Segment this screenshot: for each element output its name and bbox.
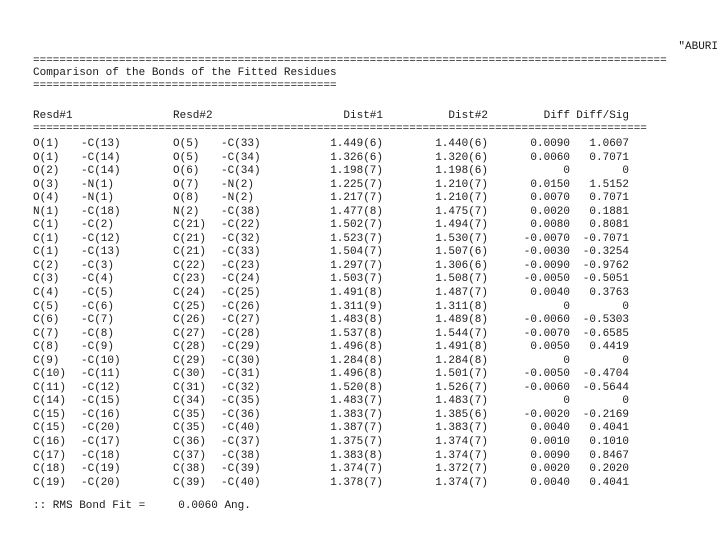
cell-atom2: C(21) bbox=[173, 219, 207, 232]
cell-bond1: -C(13) bbox=[81, 138, 121, 150]
cell-diff: 0.0020 bbox=[530, 463, 570, 476]
cell-dist2: 1.210(7) bbox=[435, 192, 488, 205]
col-header-dist2: Dist#2 bbox=[448, 110, 488, 122]
cell-dist2: 1.489(8) bbox=[435, 314, 488, 327]
table-row bbox=[33, 436, 633, 450]
cell-bond1: -C(18) bbox=[81, 449, 121, 462]
cell-dist1: 1.496(8) bbox=[330, 368, 383, 381]
cell-diff-sig: 0 bbox=[622, 354, 629, 367]
cell-dist2: 1.374(7) bbox=[435, 449, 488, 462]
col-header-resd1: Resd#1 bbox=[33, 110, 73, 122]
cell-diff-sig: -0.5303 bbox=[582, 314, 629, 327]
cell-bond2: -C(35) bbox=[221, 395, 261, 408]
cell-dist2: 1.385(6) bbox=[435, 408, 488, 421]
cell-diff-sig: 1.5152 bbox=[589, 178, 629, 191]
cell-dist2: 1.526(7) bbox=[435, 381, 488, 394]
report-header-tag: "ABURI bbox=[678, 41, 718, 53]
cell-diff: 0 bbox=[563, 354, 570, 367]
cell-dist2: 1.198(6) bbox=[435, 165, 488, 178]
cell-bond1: -C(4) bbox=[81, 273, 115, 286]
table-row bbox=[33, 450, 633, 464]
cell-dist1: 1.504(7) bbox=[330, 246, 383, 259]
cell-atom2: C(35) bbox=[173, 408, 207, 421]
cell-atom1: O(3) bbox=[33, 178, 60, 191]
cell-bond1: -N(1) bbox=[81, 178, 115, 191]
cell-diff: -0.0090 bbox=[523, 259, 570, 272]
cell-atom2: C(27) bbox=[173, 327, 207, 340]
cell-bond2: -C(36) bbox=[221, 408, 261, 421]
cell-diff: 0.0090 bbox=[530, 138, 570, 150]
cell-dist1: 1.284(8) bbox=[330, 354, 383, 367]
cell-bond2: -C(40) bbox=[221, 476, 261, 489]
cell-bond1: -C(12) bbox=[81, 381, 121, 394]
cell-dist1: 1.483(7) bbox=[330, 395, 383, 408]
cell-atom1: C(1) bbox=[33, 246, 60, 259]
cell-atom2: O(5) bbox=[173, 138, 200, 150]
table-row bbox=[33, 395, 633, 409]
cell-atom2: O(7) bbox=[173, 178, 200, 191]
cell-dist1: 1.477(8) bbox=[330, 205, 383, 218]
cell-diff-sig: 0.8467 bbox=[589, 449, 629, 462]
cell-diff-sig: 0.1881 bbox=[589, 205, 629, 218]
cell-diff-sig: 1.0607 bbox=[589, 138, 629, 150]
cell-bond1: -C(14) bbox=[81, 151, 121, 164]
cell-bond1: -C(11) bbox=[81, 368, 121, 381]
cell-diff-sig: 0.7071 bbox=[589, 192, 629, 205]
cell-atom2: C(36) bbox=[173, 436, 207, 449]
cell-diff-sig: -0.5051 bbox=[582, 273, 629, 286]
cell-atom2: C(31) bbox=[173, 381, 207, 394]
cell-dist1: 1.225(7) bbox=[330, 178, 383, 191]
cell-bond2: -C(23) bbox=[221, 259, 261, 272]
cell-dist1: 1.496(8) bbox=[330, 341, 383, 354]
cell-atom1: O(1) bbox=[33, 151, 60, 164]
cell-dist1: 1.483(8) bbox=[330, 314, 383, 327]
cell-diff: 0.0040 bbox=[530, 422, 570, 435]
cell-bond2: -C(29) bbox=[221, 341, 261, 354]
cell-atom2: C(28) bbox=[173, 341, 207, 354]
cell-bond2: -C(32) bbox=[221, 232, 261, 245]
table-row bbox=[33, 328, 633, 342]
cell-diff: 0 bbox=[563, 300, 570, 313]
cell-atom2: O(8) bbox=[173, 192, 200, 205]
cell-dist2: 1.475(7) bbox=[435, 205, 488, 218]
cell-bond1: -C(10) bbox=[81, 354, 121, 367]
top-divider: ================================================================================================ bbox=[33, 55, 667, 67]
cell-diff-sig: -0.3254 bbox=[582, 246, 629, 259]
table-row bbox=[33, 246, 633, 260]
cell-bond2: -C(34) bbox=[221, 151, 261, 164]
cell-bond2: -C(38) bbox=[221, 449, 261, 462]
cell-bond2: -N(2) bbox=[221, 192, 255, 205]
cell-atom1: C(10) bbox=[33, 368, 67, 381]
table-row bbox=[33, 409, 633, 423]
cell-bond1: -C(13) bbox=[81, 246, 121, 259]
cell-dist2: 1.487(7) bbox=[435, 287, 488, 300]
table-row bbox=[33, 301, 633, 315]
cell-atom1: C(9) bbox=[33, 354, 60, 367]
rms-label: :: RMS Bond Fit = bbox=[33, 500, 146, 512]
table-row bbox=[33, 152, 633, 166]
cell-bond2: -C(37) bbox=[221, 436, 261, 449]
cell-bond1: -C(14) bbox=[81, 165, 121, 178]
cell-atom2: C(38) bbox=[173, 463, 207, 476]
cell-atom1: C(7) bbox=[33, 327, 60, 340]
cell-diff: -0.0020 bbox=[523, 408, 570, 421]
cell-dist1: 1.523(7) bbox=[330, 232, 383, 245]
table-row bbox=[33, 206, 633, 220]
cell-bond1: -C(15) bbox=[81, 395, 121, 408]
cell-diff: 0.0050 bbox=[530, 341, 570, 354]
cell-atom1: C(5) bbox=[33, 300, 60, 313]
cell-diff-sig: -0.6585 bbox=[582, 327, 629, 340]
cell-bond1: -C(18) bbox=[81, 205, 121, 218]
cell-atom2: C(39) bbox=[173, 476, 207, 489]
table-row bbox=[33, 314, 633, 328]
cell-dist1: 1.326(6) bbox=[330, 151, 383, 164]
cell-dist2: 1.306(6) bbox=[435, 259, 488, 272]
cell-bond2: -C(40) bbox=[221, 422, 261, 435]
cell-bond1: -C(7) bbox=[81, 314, 115, 327]
cell-diff-sig: 0.2020 bbox=[589, 463, 629, 476]
cell-dist1: 1.383(7) bbox=[330, 408, 383, 421]
cell-dist1: 1.374(7) bbox=[330, 463, 383, 476]
cell-diff: 0.0090 bbox=[530, 449, 570, 462]
table-row bbox=[33, 287, 633, 301]
cell-diff: 0 bbox=[563, 395, 570, 408]
cell-dist2: 1.374(7) bbox=[435, 436, 488, 449]
cell-dist2: 1.507(6) bbox=[435, 246, 488, 259]
cell-bond1: -C(19) bbox=[81, 463, 121, 476]
cell-bond2: -C(28) bbox=[221, 327, 261, 340]
cell-atom1: C(4) bbox=[33, 287, 60, 300]
cell-atom1: O(2) bbox=[33, 165, 60, 178]
cell-diff: 0.0040 bbox=[530, 476, 570, 489]
cell-atom2: C(24) bbox=[173, 287, 207, 300]
cell-bond2: -N(2) bbox=[221, 178, 255, 191]
cell-diff-sig: 0.4041 bbox=[589, 422, 629, 435]
cell-diff-sig: 0.4041 bbox=[589, 476, 629, 489]
table-row bbox=[33, 273, 633, 287]
cell-atom1: N(1) bbox=[33, 205, 60, 218]
cell-diff: -0.0030 bbox=[523, 246, 570, 259]
cell-dist2: 1.210(7) bbox=[435, 178, 488, 191]
cell-atom2: C(21) bbox=[173, 232, 207, 245]
cell-diff-sig: 0.4419 bbox=[589, 341, 629, 354]
cell-atom1: O(4) bbox=[33, 192, 60, 205]
cell-dist1: 1.375(7) bbox=[330, 436, 383, 449]
cell-atom2: O(5) bbox=[173, 151, 200, 164]
cell-bond2: -C(33) bbox=[221, 246, 261, 259]
cell-bond2: -C(39) bbox=[221, 463, 261, 476]
bond-table-body bbox=[33, 138, 633, 490]
table-row bbox=[33, 477, 633, 491]
cell-diff: 0 bbox=[563, 165, 570, 178]
report-title: Comparison of the Bonds of the Fitted Residues bbox=[33, 67, 337, 79]
cell-atom1: C(16) bbox=[33, 436, 67, 449]
cell-bond2: -C(24) bbox=[221, 273, 261, 286]
header-divider: ============================================================================================= bbox=[33, 123, 647, 135]
table-row bbox=[33, 341, 633, 355]
cell-bond2: -C(26) bbox=[221, 300, 261, 313]
cell-dist2: 1.491(8) bbox=[435, 341, 488, 354]
cell-diff-sig: -0.7071 bbox=[582, 232, 629, 245]
cell-atom1: C(17) bbox=[33, 449, 67, 462]
cell-atom1: C(2) bbox=[33, 259, 60, 272]
cell-diff: -0.0050 bbox=[523, 273, 570, 286]
cell-dist2: 1.383(7) bbox=[435, 422, 488, 435]
cell-atom1: C(15) bbox=[33, 408, 67, 421]
title-underline: ============================================== bbox=[33, 80, 337, 92]
cell-bond2: -C(32) bbox=[221, 381, 261, 394]
table-row bbox=[33, 192, 633, 206]
cell-dist1: 1.378(7) bbox=[330, 476, 383, 489]
cell-dist1: 1.520(8) bbox=[330, 381, 383, 394]
cell-atom2: C(37) bbox=[173, 449, 207, 462]
cell-bond2: -C(31) bbox=[221, 368, 261, 381]
cell-bond1: -C(17) bbox=[81, 436, 121, 449]
cell-diff: 0.0150 bbox=[530, 178, 570, 191]
column-headers bbox=[33, 110, 633, 123]
cell-dist2: 1.508(7) bbox=[435, 273, 488, 286]
cell-bond1: -C(9) bbox=[81, 341, 115, 354]
cell-bond1: -C(5) bbox=[81, 287, 115, 300]
cell-atom1: C(19) bbox=[33, 476, 67, 489]
cell-dist1: 1.311(9) bbox=[330, 300, 383, 313]
cell-bond2: -C(38) bbox=[221, 205, 261, 218]
col-header-diff: Diff bbox=[543, 110, 570, 122]
table-row bbox=[33, 138, 633, 152]
cell-bond1: -C(6) bbox=[81, 300, 115, 313]
col-header-resd2: Resd#2 bbox=[173, 110, 213, 122]
cell-diff: 0.0080 bbox=[530, 219, 570, 232]
cell-atom2: C(35) bbox=[173, 422, 207, 435]
cell-dist2: 1.311(8) bbox=[435, 300, 488, 313]
cell-bond1: -C(2) bbox=[81, 219, 115, 232]
cell-atom1: O(1) bbox=[33, 138, 60, 150]
cell-atom1: C(18) bbox=[33, 463, 67, 476]
table-row bbox=[33, 355, 633, 369]
cell-dist1: 1.383(8) bbox=[330, 449, 383, 462]
cell-bond1: -C(16) bbox=[81, 408, 121, 421]
rms-value: 0.0060 Ang. bbox=[178, 500, 251, 512]
cell-atom2: C(23) bbox=[173, 273, 207, 286]
cell-bond1: -C(20) bbox=[81, 476, 121, 489]
cell-atom1: C(3) bbox=[33, 273, 60, 286]
cell-diff: -0.0070 bbox=[523, 327, 570, 340]
rms-bond-fit bbox=[33, 500, 251, 513]
cell-dist2: 1.494(7) bbox=[435, 219, 488, 232]
cell-atom2: C(26) bbox=[173, 314, 207, 327]
cell-dist1: 1.217(7) bbox=[330, 192, 383, 205]
cell-dist1: 1.491(8) bbox=[330, 287, 383, 300]
cell-diff-sig: 0.7071 bbox=[589, 151, 629, 164]
col-header-dist1: Dist#1 bbox=[343, 110, 383, 122]
cell-bond2: -C(30) bbox=[221, 354, 261, 367]
cell-dist2: 1.372(7) bbox=[435, 463, 488, 476]
table-row bbox=[33, 165, 633, 179]
cell-dist1: 1.502(7) bbox=[330, 219, 383, 232]
cell-diff-sig: -0.4704 bbox=[582, 368, 629, 381]
cell-dist2: 1.320(6) bbox=[435, 151, 488, 164]
cell-atom1: C(1) bbox=[33, 232, 60, 245]
cell-atom1: C(14) bbox=[33, 395, 67, 408]
cell-diff: -0.0050 bbox=[523, 368, 570, 381]
cell-diff-sig: 0 bbox=[622, 165, 629, 178]
cell-diff-sig: 0.3763 bbox=[589, 287, 629, 300]
cell-bond1: -C(8) bbox=[81, 327, 115, 340]
cell-dist2: 1.483(7) bbox=[435, 395, 488, 408]
cell-diff: 0.0040 bbox=[530, 287, 570, 300]
cell-atom1: C(6) bbox=[33, 314, 60, 327]
cell-bond2: -C(25) bbox=[221, 287, 261, 300]
table-row bbox=[33, 463, 633, 477]
cell-atom2: C(34) bbox=[173, 395, 207, 408]
cell-dist2: 1.440(6) bbox=[435, 138, 488, 150]
cell-diff: 0.0070 bbox=[530, 192, 570, 205]
cell-diff-sig: 0.1010 bbox=[589, 436, 629, 449]
cell-atom2: C(25) bbox=[173, 300, 207, 313]
cell-bond2: -C(27) bbox=[221, 314, 261, 327]
cell-dist1: 1.198(7) bbox=[330, 165, 383, 178]
cell-diff-sig: 0 bbox=[622, 395, 629, 408]
cell-bond2: -C(33) bbox=[221, 138, 261, 150]
cell-diff: -0.0070 bbox=[523, 232, 570, 245]
cell-dist2: 1.544(7) bbox=[435, 327, 488, 340]
cell-diff: -0.0060 bbox=[523, 381, 570, 394]
cell-atom2: C(21) bbox=[173, 246, 207, 259]
cell-atom2: O(6) bbox=[173, 165, 200, 178]
table-row bbox=[33, 233, 633, 247]
cell-diff-sig: 0.8081 bbox=[589, 219, 629, 232]
cell-diff: -0.0060 bbox=[523, 314, 570, 327]
cell-bond1: -C(20) bbox=[81, 422, 121, 435]
cell-diff-sig: -0.9762 bbox=[582, 259, 629, 272]
table-row bbox=[33, 219, 633, 233]
cell-diff: 0.0010 bbox=[530, 436, 570, 449]
cell-diff: 0.0060 bbox=[530, 151, 570, 164]
cell-dist2: 1.284(8) bbox=[435, 354, 488, 367]
cell-atom1: C(1) bbox=[33, 219, 60, 232]
cell-dist1: 1.387(7) bbox=[330, 422, 383, 435]
col-header-diffsig: Diff/Sig bbox=[576, 110, 629, 122]
cell-diff-sig: -0.5644 bbox=[582, 381, 629, 394]
cell-diff: 0.0020 bbox=[530, 205, 570, 218]
cell-bond2: -C(34) bbox=[221, 165, 261, 178]
table-row bbox=[33, 179, 633, 193]
cell-atom2: N(2) bbox=[173, 205, 200, 218]
cell-bond1: -N(1) bbox=[81, 192, 115, 205]
cell-bond1: -C(3) bbox=[81, 259, 115, 272]
cell-dist2: 1.501(7) bbox=[435, 368, 488, 381]
cell-dist2: 1.374(7) bbox=[435, 476, 488, 489]
table-row bbox=[33, 368, 633, 382]
cell-atom2: C(22) bbox=[173, 259, 207, 272]
cell-dist1: 1.449(6) bbox=[330, 138, 383, 150]
cell-atom1: C(8) bbox=[33, 341, 60, 354]
cell-bond2: -C(22) bbox=[221, 219, 261, 232]
cell-dist2: 1.530(7) bbox=[435, 232, 488, 245]
table-row bbox=[33, 260, 633, 274]
table-row bbox=[33, 422, 633, 436]
cell-atom2: C(29) bbox=[173, 354, 207, 367]
cell-atom1: C(15) bbox=[33, 422, 67, 435]
cell-diff-sig: 0 bbox=[622, 300, 629, 313]
cell-dist1: 1.537(8) bbox=[330, 327, 383, 340]
cell-diff-sig: -0.2169 bbox=[582, 408, 629, 421]
cell-dist1: 1.297(7) bbox=[330, 259, 383, 272]
cell-atom2: C(30) bbox=[173, 368, 207, 381]
cell-dist1: 1.503(7) bbox=[330, 273, 383, 286]
cell-atom1: C(11) bbox=[33, 381, 67, 394]
table-row bbox=[33, 382, 633, 396]
cell-bond1: -C(12) bbox=[81, 232, 121, 245]
